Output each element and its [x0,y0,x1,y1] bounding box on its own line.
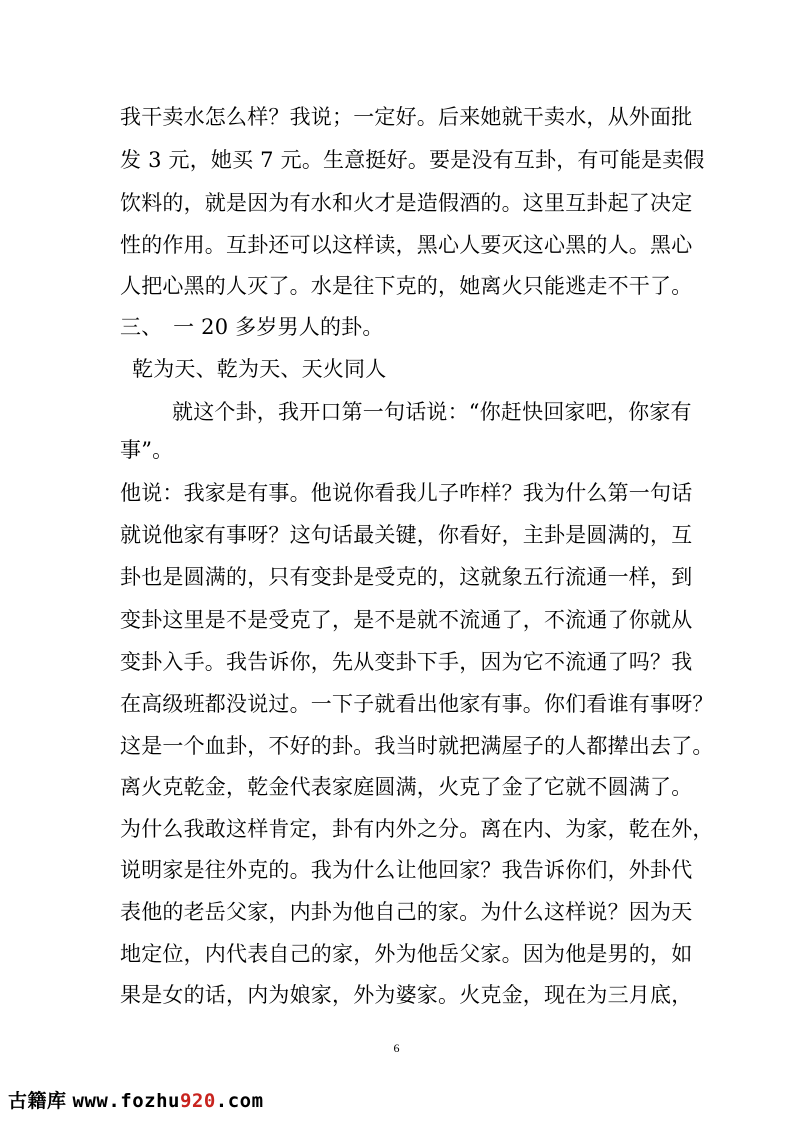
text-line: 发 3 元，她买 7 元。生意挺好。要是没有互卦，有可能是卖假 [120,148,705,172]
footer-url-suffix: .com [215,1090,264,1112]
section-heading: 三、 一 20 多岁男人的卦。 [120,315,384,339]
text-line: 说明家是往外克的。我为什么让他回家？我告诉你们，外卦代 [120,858,693,882]
text-line: 性的作用。互卦还可以这样读，黑心人要灭这心黑的人。黑心 [120,233,693,257]
text-line: 饮料的，就是因为有水和火才是造假酒的。这里互卦起了决定 [120,191,693,215]
text-line: 就这个卦，我开口第一句话说：“你赶快回家吧，你家有 [172,400,692,424]
text-line: 这是一个血卦，不好的卦。我当时就把满屋子的人都撵出去了。 [120,734,714,758]
footer-url [73,1090,264,1112]
footer-url-prefix: www.fozhu [72,1090,180,1112]
text-line: 地定位，内代表自己的家，外为他岳父家。因为他是男的，如 [120,942,693,966]
text-line: 为什么我敢这样肯定，卦有内外之分。离在内、为家，乾在外， [120,817,714,841]
text-line: 卦也是圆满的，只有变卦是受克的，这就象五行流通一样，到 [120,565,693,589]
text-line: 变卦入手。我告诉你，先从变卦下手，因为它不流通了吗？我 [120,650,693,674]
footer-url-number: 920 [179,1090,216,1112]
footer-watermark [8,1086,264,1113]
text-line: 我干卖水怎么样？我说；一定好。后来她就干卖水，从外面批 [120,105,693,129]
text-line: 就说他家有事呀？这句话最关键，你看好，主卦是圆满的，互 [120,523,693,547]
footer-brand-name: 古籍库 [8,1090,67,1112]
text-line: 变卦这里是不是受克了，是不是就不流通了，不流通了你就从 [120,608,693,632]
text-line: 人把心黑的人灭了。水是往下克的，她离火只能逃走不干了。 [120,274,693,298]
text-line: 他说：我家是有事。他说你看我儿子咋样？我为什么第一句话 [120,481,693,505]
page-number: 6 [393,1041,400,1055]
text-line: 表他的老岳父家，内卦为他自己的家。为什么这样说？因为天 [120,900,693,924]
text-line: 果是女的话，内为娘家，外为婆家。火克金，现在为三月底， [120,983,693,1007]
text-line: 事”。 [120,438,174,462]
hexagram-names: 乾为天、乾为天、天火同人 [132,357,387,381]
text-line: 离火克乾金，乾金代表家庭圆满，火克了金了它就不圆满了。 [120,775,693,799]
text-line: 在高级班都没说过。一下子就看出他家有事。你们看谁有事呀？ [120,692,714,716]
